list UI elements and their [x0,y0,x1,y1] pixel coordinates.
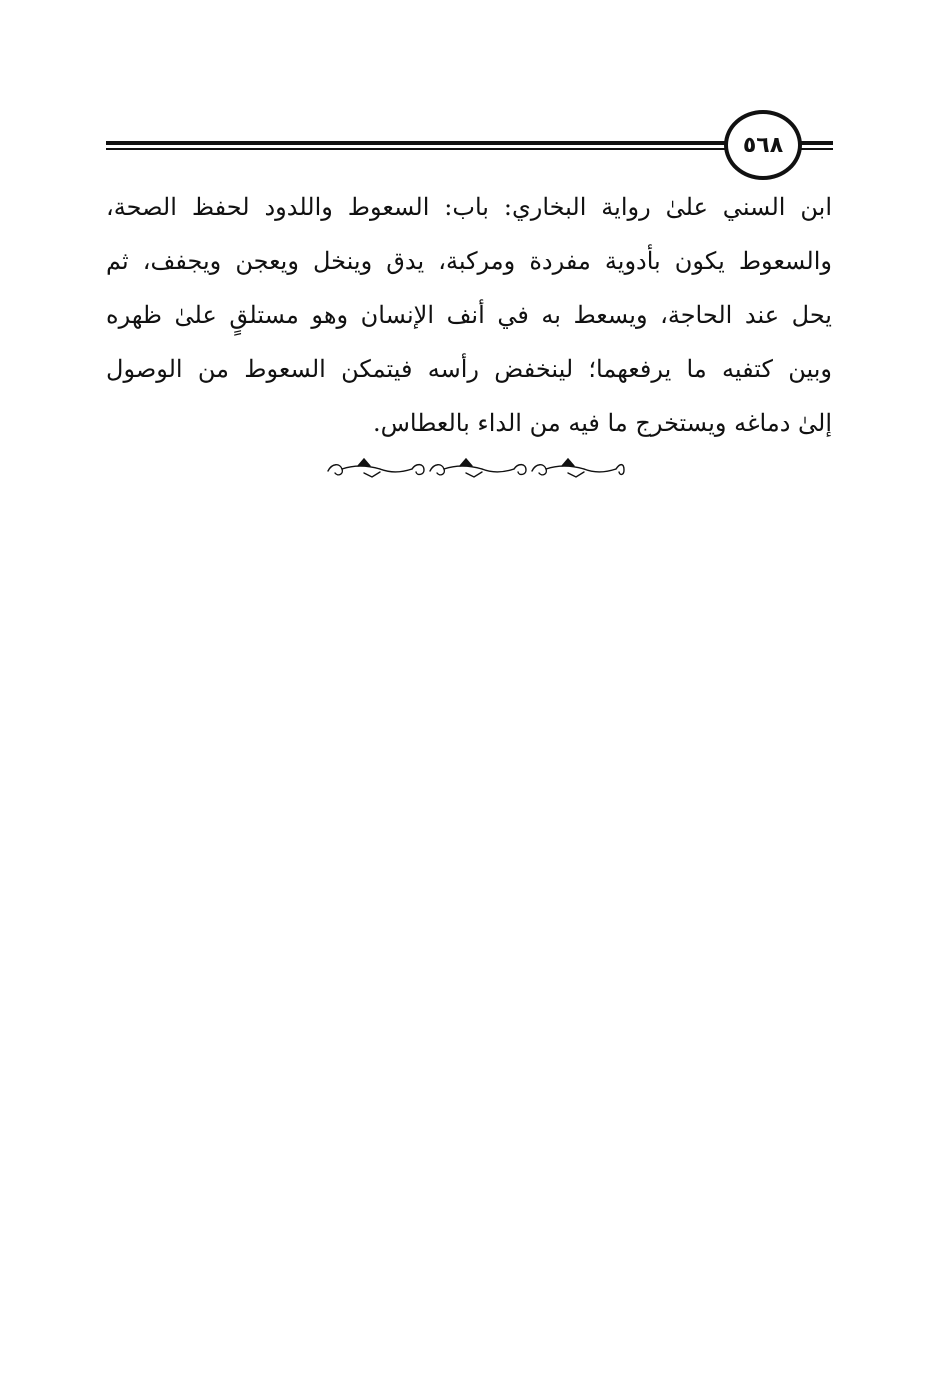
header-rule [106,141,726,151]
body-paragraph [106,180,832,450]
header-rule-right [800,141,833,151]
page-number-badge [724,110,802,180]
floral-divider-icon [320,455,628,483]
ornament-unit-2 [430,459,526,477]
ornament-unit-1 [328,459,424,477]
text-line-5: إلىٰ دماغه ويستخرج ما فيه من الداء بالعطاس. [372,409,832,437]
text-line-4: وبين كتفيه ما يرفعهما؛ لينخفض رأسه فيتمكن السعوط من الوصول [106,355,832,383]
text-line-1: ابن السني علىٰ رواية البخاري: باب: السعوط واللدود لحفظ الصحة، [106,193,832,221]
text-line-2: والسعوط يكون بأدوية مفردة ومركبة، يدق وينخل ويعجن ويجفف، ثم [106,247,832,275]
text-line-3: يحل عند الحاجة، ويسعط به في أنف الإنسان وهو مستلقٍ علىٰ ظهره [106,301,832,329]
ornament-unit-3 [532,459,624,477]
page-number: ٥٦٨ [742,132,784,158]
